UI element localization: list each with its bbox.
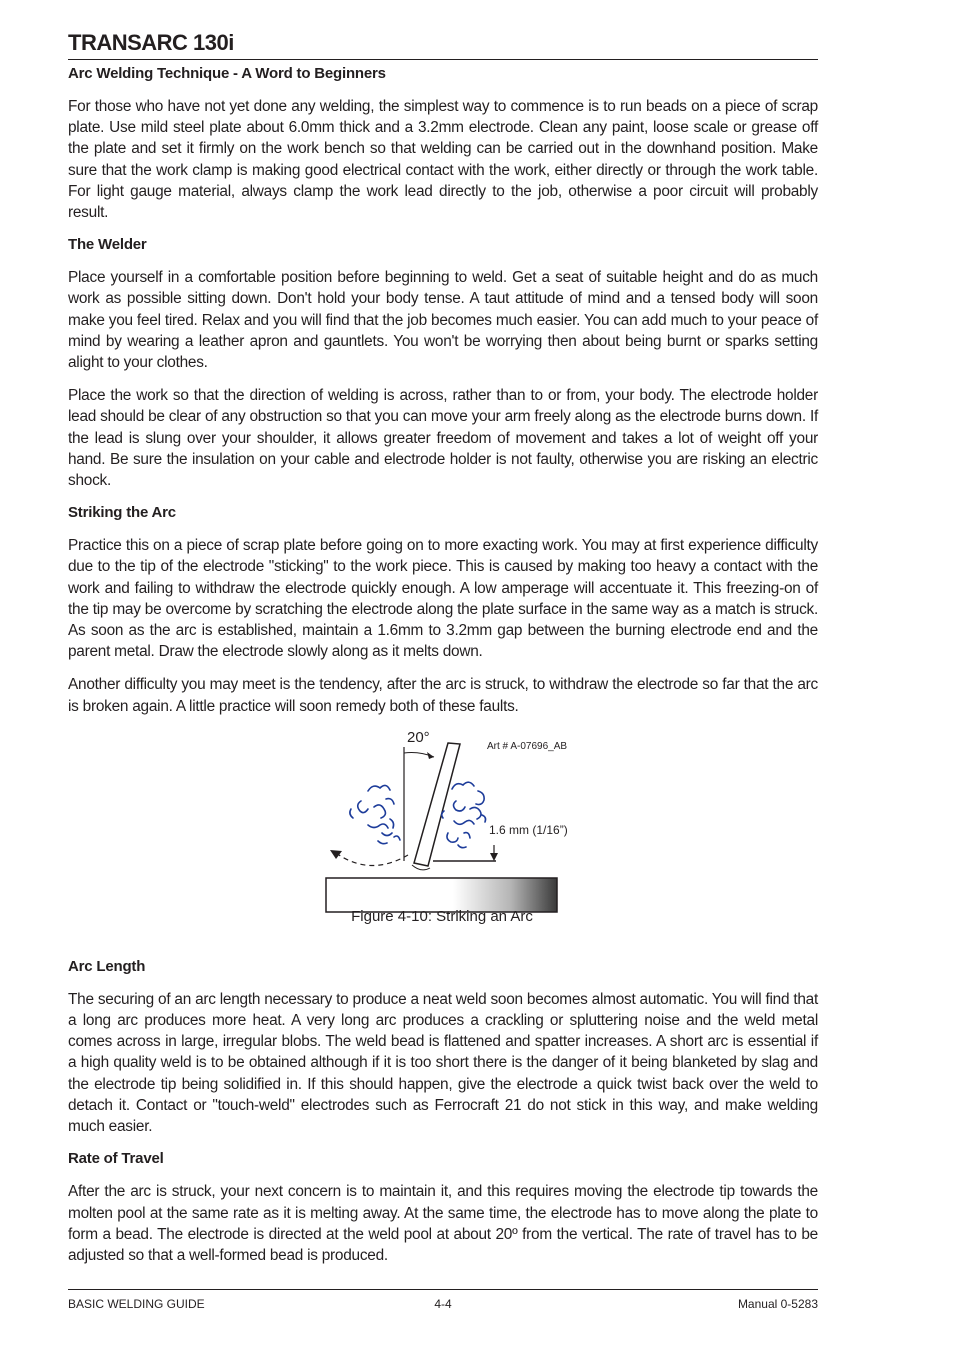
- art-number: Art # A-07696_AB: [487, 740, 568, 752]
- spatter-right: [442, 782, 486, 847]
- heading-striking-the-arc: Striking the Arc: [68, 504, 176, 522]
- page-number: 4-4: [434, 1297, 452, 1311]
- document-title: TRANSARC 130i: [68, 30, 234, 55]
- figure-striking-an-arc: [68, 729, 818, 939]
- angle-label: 20°: [407, 728, 430, 746]
- title-rule: [68, 59, 818, 60]
- figure-caption: Figure 4-10: Striking an Arc: [351, 907, 533, 925]
- paragraph: Practice this on a piece of scrap plate before going on to more exacting work. You may at first experience difficulty due to the tip of the electrode "sticking" to the work piece. This is caused by making too heavy a contact with the work and failing to withdraw the electrode quickly enough. A low amperage will accentuate it. This freezing-on of the tip may be overcome by scratching the electrode along the plate surface in the same way as a match is struck. As soon as the arc is established, maintain a 1.6mm to 3.2mm gap between the burning electrode end and the parent metal. Draw the electrode slowly along as it melts down.: [68, 537, 818, 661]
- paragraph: After the arc is struck, your next concern is to maintain it, and this requires moving the electrode tip towards the molten pool at the same rate as it is melting away. At the same time, the electrode has to move along the plate to form a bead. The electrode is directed at the weld pool at about 20º from the vertical. The rate of travel has to be adjusted so that a well-formed bead is produced.: [68, 1183, 818, 1264]
- heading-rate-of-travel: Rate of Travel: [68, 1150, 164, 1168]
- gap-arrowhead: [490, 853, 498, 861]
- spatter-left: [350, 785, 400, 843]
- paragraph: Another difficulty you may meet is the tendency, after the arc is struck, to withdraw the electrode so far that the arc is broken again. A little practice will soon remedy both of these faults.: [68, 676, 818, 715]
- footer-guide-name: BASIC WELDING GUIDE: [68, 1297, 205, 1311]
- strike-arrowhead: [330, 850, 342, 859]
- heading-the-welder: The Welder: [68, 236, 147, 254]
- content: [68, 64, 818, 1278]
- gap-label: 1.6 mm (1/16”): [489, 822, 568, 837]
- angle-arrowhead: [427, 752, 434, 759]
- paragraph: For those who have not yet done any welding, the simplest way to commence is to run beads on a piece of scrap plate. Use mild steel plate about 6.0mm thick and a 3.2mm electrode. Clean any paint, loose scale or grease off the plate and set it firmly on the work bench so that welding can be carried out in the downhand position. Make sure that the work clamp is making good electrical contact with the work, either directly or through the work table. For light gauge material, always clamp the work lead directly to the job, otherwise a poor circuit will probably result.: [68, 98, 818, 222]
- paragraph: Place yourself in a comfortable position before beginning to weld. Get a seat of suitable height and do as much work as possible sitting down. Don't hold your body tense. A taut attitude of mind and a tensed body will soon make you feel tired. Relax and you will find that the job becomes much easier. You can add much to your peace of mind by wearing a leather apron and gauntlets. You won't be worrying then about being burnt or sparks setting alight to your clothes.: [68, 269, 818, 372]
- heading-arc-length: Arc Length: [68, 957, 146, 975]
- paragraph: Place the work so that the direction of welding is across, rather than to or from, your body. The electrode holder lead should be clear of any obstruction so that you can move your arm freely along as the electrode burns down. If the lead is slung over your shoulder, it allows greater freedom of movement and takes a lot of weight off your hand. Be sure the insulation on your cable and electrode holder is not faulty, otherwise you are risking an electric shock.: [68, 387, 818, 490]
- paragraph: The securing of an arc length necessary to produce a neat weld soon becomes almost automatic. You will find that a long arc produces more heat. A very long arc produces a crackling or spluttering noise and the weld metal comes across in large, irregular blobs. The weld bead is flattened and spatter increases. A short arc is essential if a high quality weld is to be obtained although if it is too short there is the danger of it being blanketed by slag and the electrode tip being solidified in. If this should happen, give the electrode a quick twist back over the weld to detach it. Contact or "touch-weld" electrodes such as Ferrocraft 21 do not stick in this way, and make welding much easier.: [68, 990, 818, 1136]
- manual-number: Manual 0-5283: [737, 1297, 818, 1311]
- strike-path: [336, 853, 408, 866]
- heading-arc-welding-technique: Arc Welding Technique - A Word to Beginners: [68, 65, 386, 82]
- footer-rule: [68, 1289, 818, 1290]
